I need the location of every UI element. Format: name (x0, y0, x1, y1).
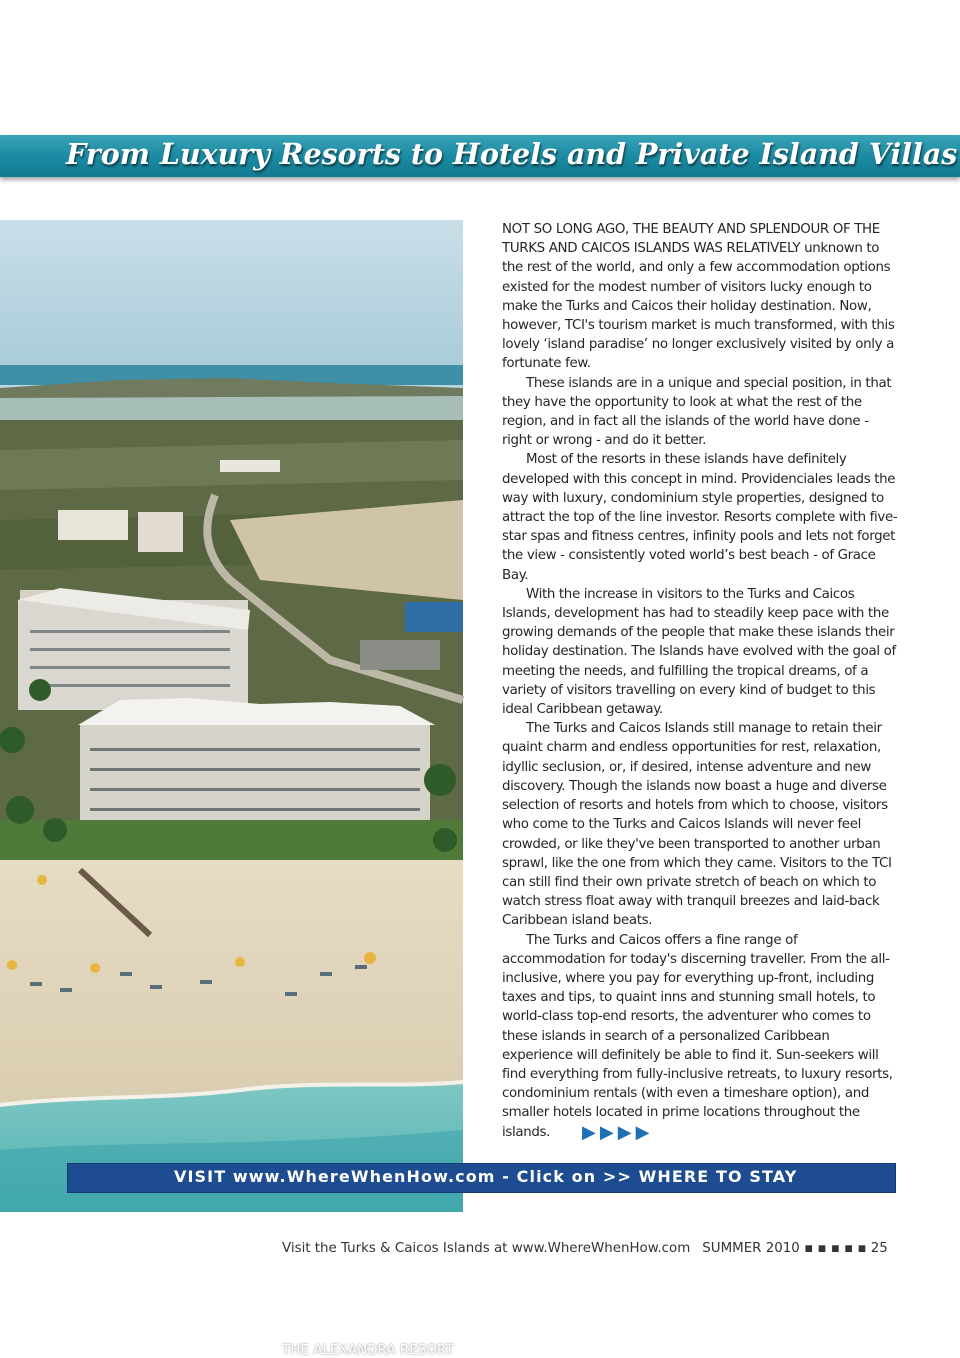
resort-aerial-illustration (0, 220, 463, 1212)
page-title: From Luxury Resorts to Hotels and Private Island Villas (66, 137, 958, 171)
article-body (502, 220, 902, 1144)
footer-text: Visit the Turks & Caicos Islands at www.WhereWhenHow.com (282, 1241, 691, 1256)
footer-issue: SUMMER 2010 (702, 1241, 800, 1256)
triangle-right-icon: ▶ (599, 1121, 614, 1143)
footer-dots: ▪ ▪ ▪ ▪ ▪ (804, 1241, 867, 1256)
resort-aerial-photo (0, 220, 463, 1358)
visit-website-link[interactable]: VISIT www.WhereWhenHow.com - Click on >> WHERE TO STAY (174, 1167, 798, 1186)
triangle-right-icon: ▶ (617, 1121, 632, 1143)
article-paragraph: With the increase in visitors to the Turks and Caicos Islands, development has had to steadily keep pace with the growing demands of the people that make these islands their holiday destination. The Islands have evolved with the goal of meeting the needs, and fulfilling the tropical dreams, of a variety of visitors travelling on every kind of budget to this ideal Caribbean getaway. (502, 586, 896, 718)
article-paragraph-text: The Turks and Caicos offers a fine range of accommodation for today's discerning traveller. From the all-inclusive, where you pay for everything up-front, including taxes and tips, to quaint inns and stunning small hotels, to world-class top-end resorts, the adventurer who comes to these islands in search of a personalized Caribbean experience will definitely be able to find it. Sun-seekers will find everything from fully-inclusive retreats, to luxury resorts, condominium rentals (with even a timeshare option), and smaller hotels located in prime locations throughout the islands. (502, 932, 893, 1140)
visit-website-bar[interactable] (67, 1163, 896, 1193)
page-footer (282, 1241, 888, 1256)
article-paragraph-last (502, 931, 902, 1144)
triangle-right-icon: ▶ (582, 1121, 596, 1143)
triangle-right-icon: ▶ (635, 1121, 650, 1143)
photo-caption: THE ALEXANDRA RESORT (282, 1342, 454, 1358)
article-paragraph: Most of the resorts in these islands have definitely developed with this concept in mind. Providenciales leads the way with luxury, condominium style properties, designed to attract the top of the line investor. Resorts complete with five-star spas and fitness centres, infinity pools and lets not forget the view - consistently voted world’s best beach - of Grace Bay. (502, 452, 898, 583)
page-number: 25 (870, 1241, 888, 1256)
continue-arrows (558, 1123, 653, 1144)
article-paragraph: NOT SO LONG AGO, THE BEAUTY AND SPLENDOUR OF THE TURKS AND CAICOS ISLANDS WAS RELATIVELY unknown to the rest of the world, and only a few accommodation options existed for the modest number of visitors lucky enough to make the Turks and Caicos their holiday destination. Now, however, TCI's tourism market is much transformed, with this lovely ‘island paradise’ no longer exclusively visited by only a fortunate few. (502, 222, 895, 372)
article-paragraph: The Turks and Caicos Islands still manage to retain their quaint charm and endless opportunities for rest, relaxation, idyllic seclusion, or, if desired, intense adventure and new discovery. Though the islands now boast a huge and diverse selection of resorts and hotels from which to choose, visitors who come to the Turks and Caicos Islands will never feel crowded, or like they've been transported to another urban sprawl, like the one from which they came. Visitors to the TCI can still find their own private stretch of beach on which to watch stress float away with tranquil breezes and laid-back Caribbean island beats. (502, 721, 892, 929)
title-banner (0, 135, 960, 177)
article-paragraph: These islands are in a unique and special position, in that they have the opportunity to look at what the rest of the region, and in fact all the islands of the world have done - right or wrong - and do it better. (502, 375, 892, 449)
